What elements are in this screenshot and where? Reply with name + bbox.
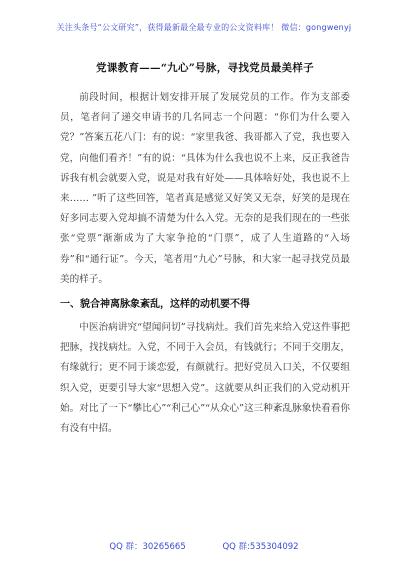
section-paragraph: 中医治病讲究“望闻问切”寻找病灶。我们首先来给入党这件事把把脉，找找病灶。入党，不同于入会员，有钱就行；不同于交朋友，有缘就行；更不同于谈恋爱，有颜就行。把好党员入口关，不仅要组织入党，更要引导大家“思想入党”。这就要从纠正我们的入党动机开始。对比了一下“攀比心”“利己心”“从众心”这三种紊乱脉象快看看你有没有中招。 <box>60 322 350 435</box>
document-body <box>60 60 350 439</box>
header-note: 关注头条号“公文研究”，获得最新最全最专业的公文资料库！ 微信：gongwenyj <box>56 23 352 32</box>
footer-qq-group-2: QQ 群:535304092 <box>222 542 299 552</box>
footer <box>0 540 408 552</box>
intro-paragraph: 前段时间，根据计划安排开展了发展党员的工作。作为支部委员，笔者问了递交申请书的几名同志一个问题：“你们为什么要入党？”答案五花八门：有的说：“家里我爸、我哥都入了党，我也要入党，向他们看齐！”有的说：“具体为什么我也说不上来，反正我爸告诉我有机会就要入党，说是对我有好处——具体啥好处，我也说不上来…… ”听了这些回答，笔者真是感觉又好笑又无奈，好笑的是现在好多同志要入党却搞不清楚为什么入党。无奈的是我们现在的一些张张“党票”渐渐成为了大家争抢的“门票”，成了人生道路的“入场券”和“通行证”。今天，笔者用“九心”号脉，和大家一起寻找党员最美的样子。 <box>60 92 350 285</box>
footer-qq-group-1: QQ 群：30265665 <box>109 542 186 552</box>
section-heading: 一、貌合神离脉象紊乱，这样的动机要不得 <box>60 299 250 311</box>
document-title: 党课教育——“九心”号脉，寻找党员最美样子 <box>96 62 314 74</box>
